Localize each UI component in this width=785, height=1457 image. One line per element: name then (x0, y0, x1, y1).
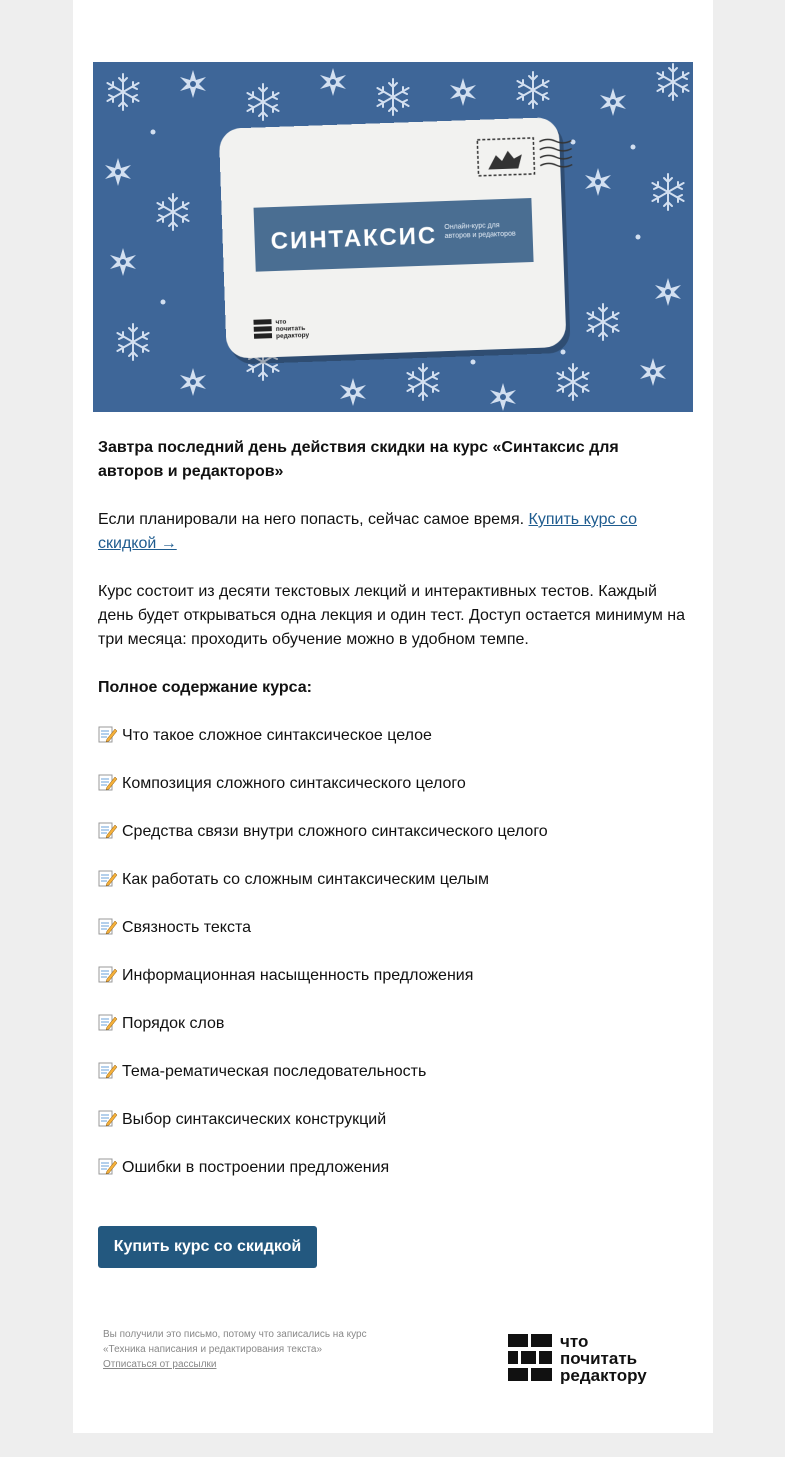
contents-item (98, 1108, 386, 1132)
memo-icon (98, 919, 122, 936)
memo-icon (98, 1015, 122, 1032)
contents-item (98, 916, 251, 940)
contents-item (98, 964, 473, 988)
contents-item (98, 1012, 224, 1036)
buy-course-button[interactable]: Купить курс со скидкой (98, 1226, 317, 1268)
contents-item-label: Что такое сложное синтаксическое целое (122, 727, 432, 744)
buy-course-link[interactable]: Купить курс со скидкой → (98, 511, 637, 552)
card-title: СИНТАКСИС (270, 222, 438, 256)
memo-icon (98, 871, 122, 888)
card-logo-1: что (275, 318, 287, 327)
memo-icon (98, 823, 122, 840)
unsubscribe-link[interactable]: Отписаться от рассылки (103, 1359, 217, 1370)
logo-line-1: что (560, 1332, 589, 1351)
contents-item (98, 1060, 426, 1084)
contents-item (98, 820, 548, 844)
course-description: Курс состоит из десяти текстовых лекций и интерактивных тестов. Каждый день будет открываться одна лекция и один тест. Доступ остается минимум на три месяца: проходить обучение можно в удобном темпе. (98, 583, 685, 648)
contents-item-label: Ошибки в построении предложения (122, 1159, 390, 1176)
contents-item-label: Информационная насыщенность предложения (122, 967, 474, 984)
footer-text (103, 1327, 367, 1372)
contents-item (98, 772, 466, 796)
cta-paragraph (98, 508, 688, 556)
memo-icon (98, 1159, 122, 1176)
memo-icon (98, 775, 122, 792)
contents-item-label: Композиция сложного синтаксического целого (122, 775, 466, 792)
memo-icon (98, 727, 122, 744)
logo-line-3: редактору (560, 1366, 647, 1384)
card-logo-2: почитать (275, 324, 306, 334)
hero-image (93, 62, 693, 412)
memo-icon (98, 1111, 122, 1128)
cta-text: Если планировали на него попасть, сейчас самое время. (98, 511, 529, 528)
contents-item-label: Выбор синтаксических конструкций (122, 1111, 387, 1128)
memo-icon (98, 1063, 122, 1080)
card-subtitle-1: Онлайн-курс для (444, 222, 500, 232)
contents-item (98, 868, 489, 892)
email-card (73, 0, 713, 1433)
card-subtitle-2: авторов и редакторов (444, 230, 516, 241)
contents-item-label: Порядок слов (122, 1015, 225, 1032)
contents-item-label: Как работать со сложным синтаксическим целым (122, 871, 489, 888)
contents-item-label: Средства связи внутри сложного синтаксического целого (122, 823, 548, 840)
logo-line-2: почитать (560, 1349, 638, 1368)
brand-logo (508, 1332, 688, 1384)
contents-item-label: Тема-рематическая последовательность (122, 1063, 427, 1080)
headline: Завтра последний день действия скидки на курс «Синтаксис для авторов и редакторов» (98, 439, 619, 480)
contents-item (98, 1156, 389, 1180)
footer-line-2: «Техника написания и редактирования текста» (103, 1344, 323, 1355)
memo-icon (98, 967, 122, 984)
card-logo-3: редактору (275, 331, 310, 341)
footer-line-1: Вы получили это письмо, потому что записались на курс (103, 1329, 367, 1340)
contents-title: Полное содержание курса: (98, 679, 312, 696)
contents-item-label: Связность текста (122, 919, 251, 936)
contents-item (98, 724, 432, 748)
